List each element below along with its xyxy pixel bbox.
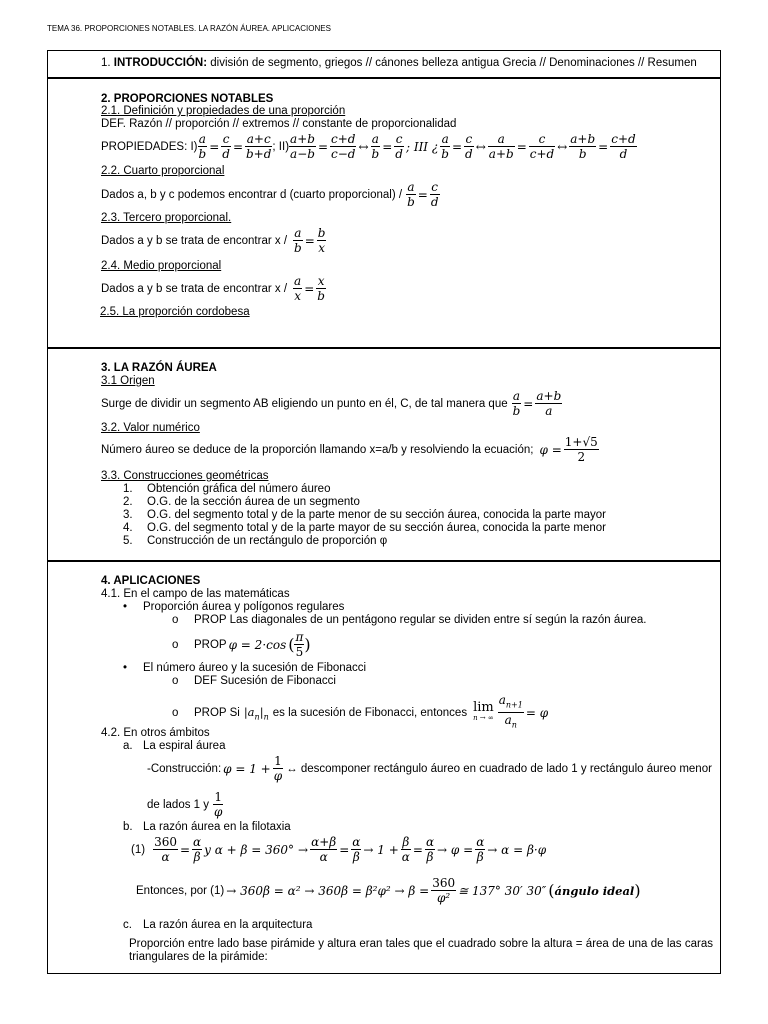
origen-line: Surge de dividir un segmento AB eligiendo un punto en él, C, de tal manera que $\frac{a}{b}$ = $\frac{a+b}{a}$ [101, 389, 562, 418]
intro-line: 1. INTRODUCCIÓN: división de segmento, griegos // cánones belleza antigua Grecia // Denominaciones // Resumen [101, 57, 697, 69]
list-item: 2. O.G. de la sección áurea de un segmento [123, 496, 360, 508]
item-a: a. La espiral áurea [123, 740, 226, 752]
list-item: 4. O.G. del segmento total y de la parte mayor de su sección áurea, conocida la parte menor [123, 522, 606, 534]
section2-title: 2. PROPORCIONES NOTABLES [101, 93, 274, 105]
cuarto-proporcional-line: Dados a, b y c podemos encontrar d (cuarto proporcional) / $\frac{a}{b}$ = $\frac{c}{d}$ [101, 180, 439, 209]
section-aplicaciones [47, 561, 721, 974]
bullet-item: • El número áureo y la sucesión de Fibonacci [123, 662, 367, 674]
circle-bullet-icon: o [172, 614, 179, 626]
medio-proporcional-line: Dados a y b se trata de encontrar x / $\frac{a}{x}$ = $\frac{x}{b}$ [101, 274, 325, 303]
circle-bullet-icon: o [172, 706, 179, 719]
bullet-item: • Proporción áurea y polígonos regulares [123, 601, 345, 613]
tercero-proporcional-line: Dados a y b se trata de encontrar x / $\frac{a}{b}$ = $\frac{b}{x}$ [101, 226, 326, 255]
sub-bullet-item: o PROP Si $|a_n|_n$ es la sucesión de Fibonacci, entonces lim n → ∞ $\frac{a_{n+1}}{a_n}$ = φ [172, 693, 549, 730]
constructions-list [123, 483, 606, 548]
intro-title: INTRODUCCIÓN: [113, 57, 208, 69]
valor-numerico-line: Número áureo se deduce de la proporción llamando x=a/b y resolviendo la ecuación; φ = $\frac{1+√5}{2}$ [101, 435, 598, 464]
section3-title: 3. LA RAZÓN ÁUREA [101, 362, 217, 374]
sub-bullet-item: o DEF Sucesión de Fibonacci [172, 675, 336, 687]
circle-bullet-icon: o [172, 638, 179, 651]
filotaxia-result: Entonces, por (1) → 360β = α² → 360β = β²φ² → β = $\frac{360}{\text{φ²}}$ ≅ 137° 30′ 30″ ( ángulo ideal ) [136, 876, 641, 905]
subsection-2-1: 2.1. Definición y propiedades de una proporción [101, 105, 346, 117]
sub-bullet-item: o PROP Las diagonales de un pentágono regular se dividen entre sí según la razón áurea. [172, 614, 647, 626]
espiral-construction-cont: de lados 1 y $\frac{1}{\varphi}$ [147, 790, 223, 819]
list-item: 1. Obtención gráfica del número áureo [123, 483, 331, 495]
item-b: b. La razón áurea en la filotaxia [123, 821, 291, 833]
subsection-3-3: 3.3. Construcciones geométricas [101, 470, 269, 482]
subsection-2-2: 2.2. Cuarto proporcional [101, 165, 225, 177]
filotaxia-equation: (1) $\frac{360}{\alpha}$ = $\frac{\alpha}{\beta}$ y α + β = 360° → $\frac{\alpha+\beta}{\alpha}$ = $\frac{\alpha}{\beta}$ → 1 + $\frac{\beta}{\alpha}$ = $\frac{\alpha}{\beta}$ → φ = $\frac{\alpha}{\beta}$ → α = β·φ [131, 835, 547, 864]
bullet-icon: • [123, 662, 128, 674]
list-item: 5. Construcción de un rectángulo de proporción φ [123, 535, 388, 547]
circle-bullet-icon: o [172, 675, 179, 687]
subsection-3-1: 3.1 Origen [101, 375, 155, 387]
section-introduction [47, 50, 721, 78]
page-header: TEMA 36. PROPORCIONES NOTABLES. LA RAZÓN ÁUREA. APLICACIONES [47, 24, 331, 33]
list-item: 3. O.G. del segmento total y de la parte menor de su sección áurea, conocida la parte mayor [123, 509, 606, 521]
subsection-2-4: 2.4. Medio proporcional [101, 260, 222, 272]
subsection-4-2: 4.2. En otros ámbitos [101, 727, 210, 739]
definition-line: DEF. Razón // proporción // extremos // constante de proporcionalidad [101, 118, 457, 130]
sub-bullet-item: o PROP φ = 2·cos ( $\frac{\pi}{5}$ ) [172, 630, 311, 659]
bullet-icon: • [123, 601, 128, 613]
section-proporciones-notables [47, 78, 721, 348]
espiral-construction: -Construcción: φ = 1 + $\frac{1}{\varphi}$ ↔ descomponer rectángulo áureo en cuadrado de lado 1 y rectángulo áureo menor [147, 754, 712, 783]
arquitectura-text: Proporción entre lado base pirámide y altura eran tales que el cuadrado sobre la altura = área de una de las caras triangulares de la pirámide: [129, 938, 713, 963]
intro-text: división de segmento, griegos // cánones belleza antigua Grecia // Denominaciones // Resumen [210, 57, 697, 69]
section4-title: 4. APLICACIONES [101, 575, 201, 587]
item-c: c. La razón áurea en la arquitectura [123, 919, 313, 931]
section-razon-aurea [47, 348, 721, 561]
subsection-3-2: 3.2. Valor numérico [101, 422, 200, 434]
properties-formula: PROPIEDADES: I) $\frac{a}{b}$ = $\frac{c}{d}$ = $\frac{a+c}{b+d}$ ; II) $\frac{a+b}{a-b}$ = $\frac{c+d}{c-d}$ ↔ $\frac{a}{b}$ = $\frac{c}{d}$ ; III ¿ $\frac{a}{b}$ = $\frac{c}{d}$ ↔ $\frac{a}{a+b}$ = $\frac{c}{c+d}$ ↔ $\frac{a+b}{b}$ = $\frac{c+d}{d}$ [101, 132, 636, 161]
subsection-2-3: 2.3. Tercero proporcional. [101, 212, 232, 224]
subsection-4-1: 4.1. En el campo de las matemáticas [101, 588, 290, 600]
subsection-2-5: 2.5. La proporción cordobesa [100, 306, 250, 318]
